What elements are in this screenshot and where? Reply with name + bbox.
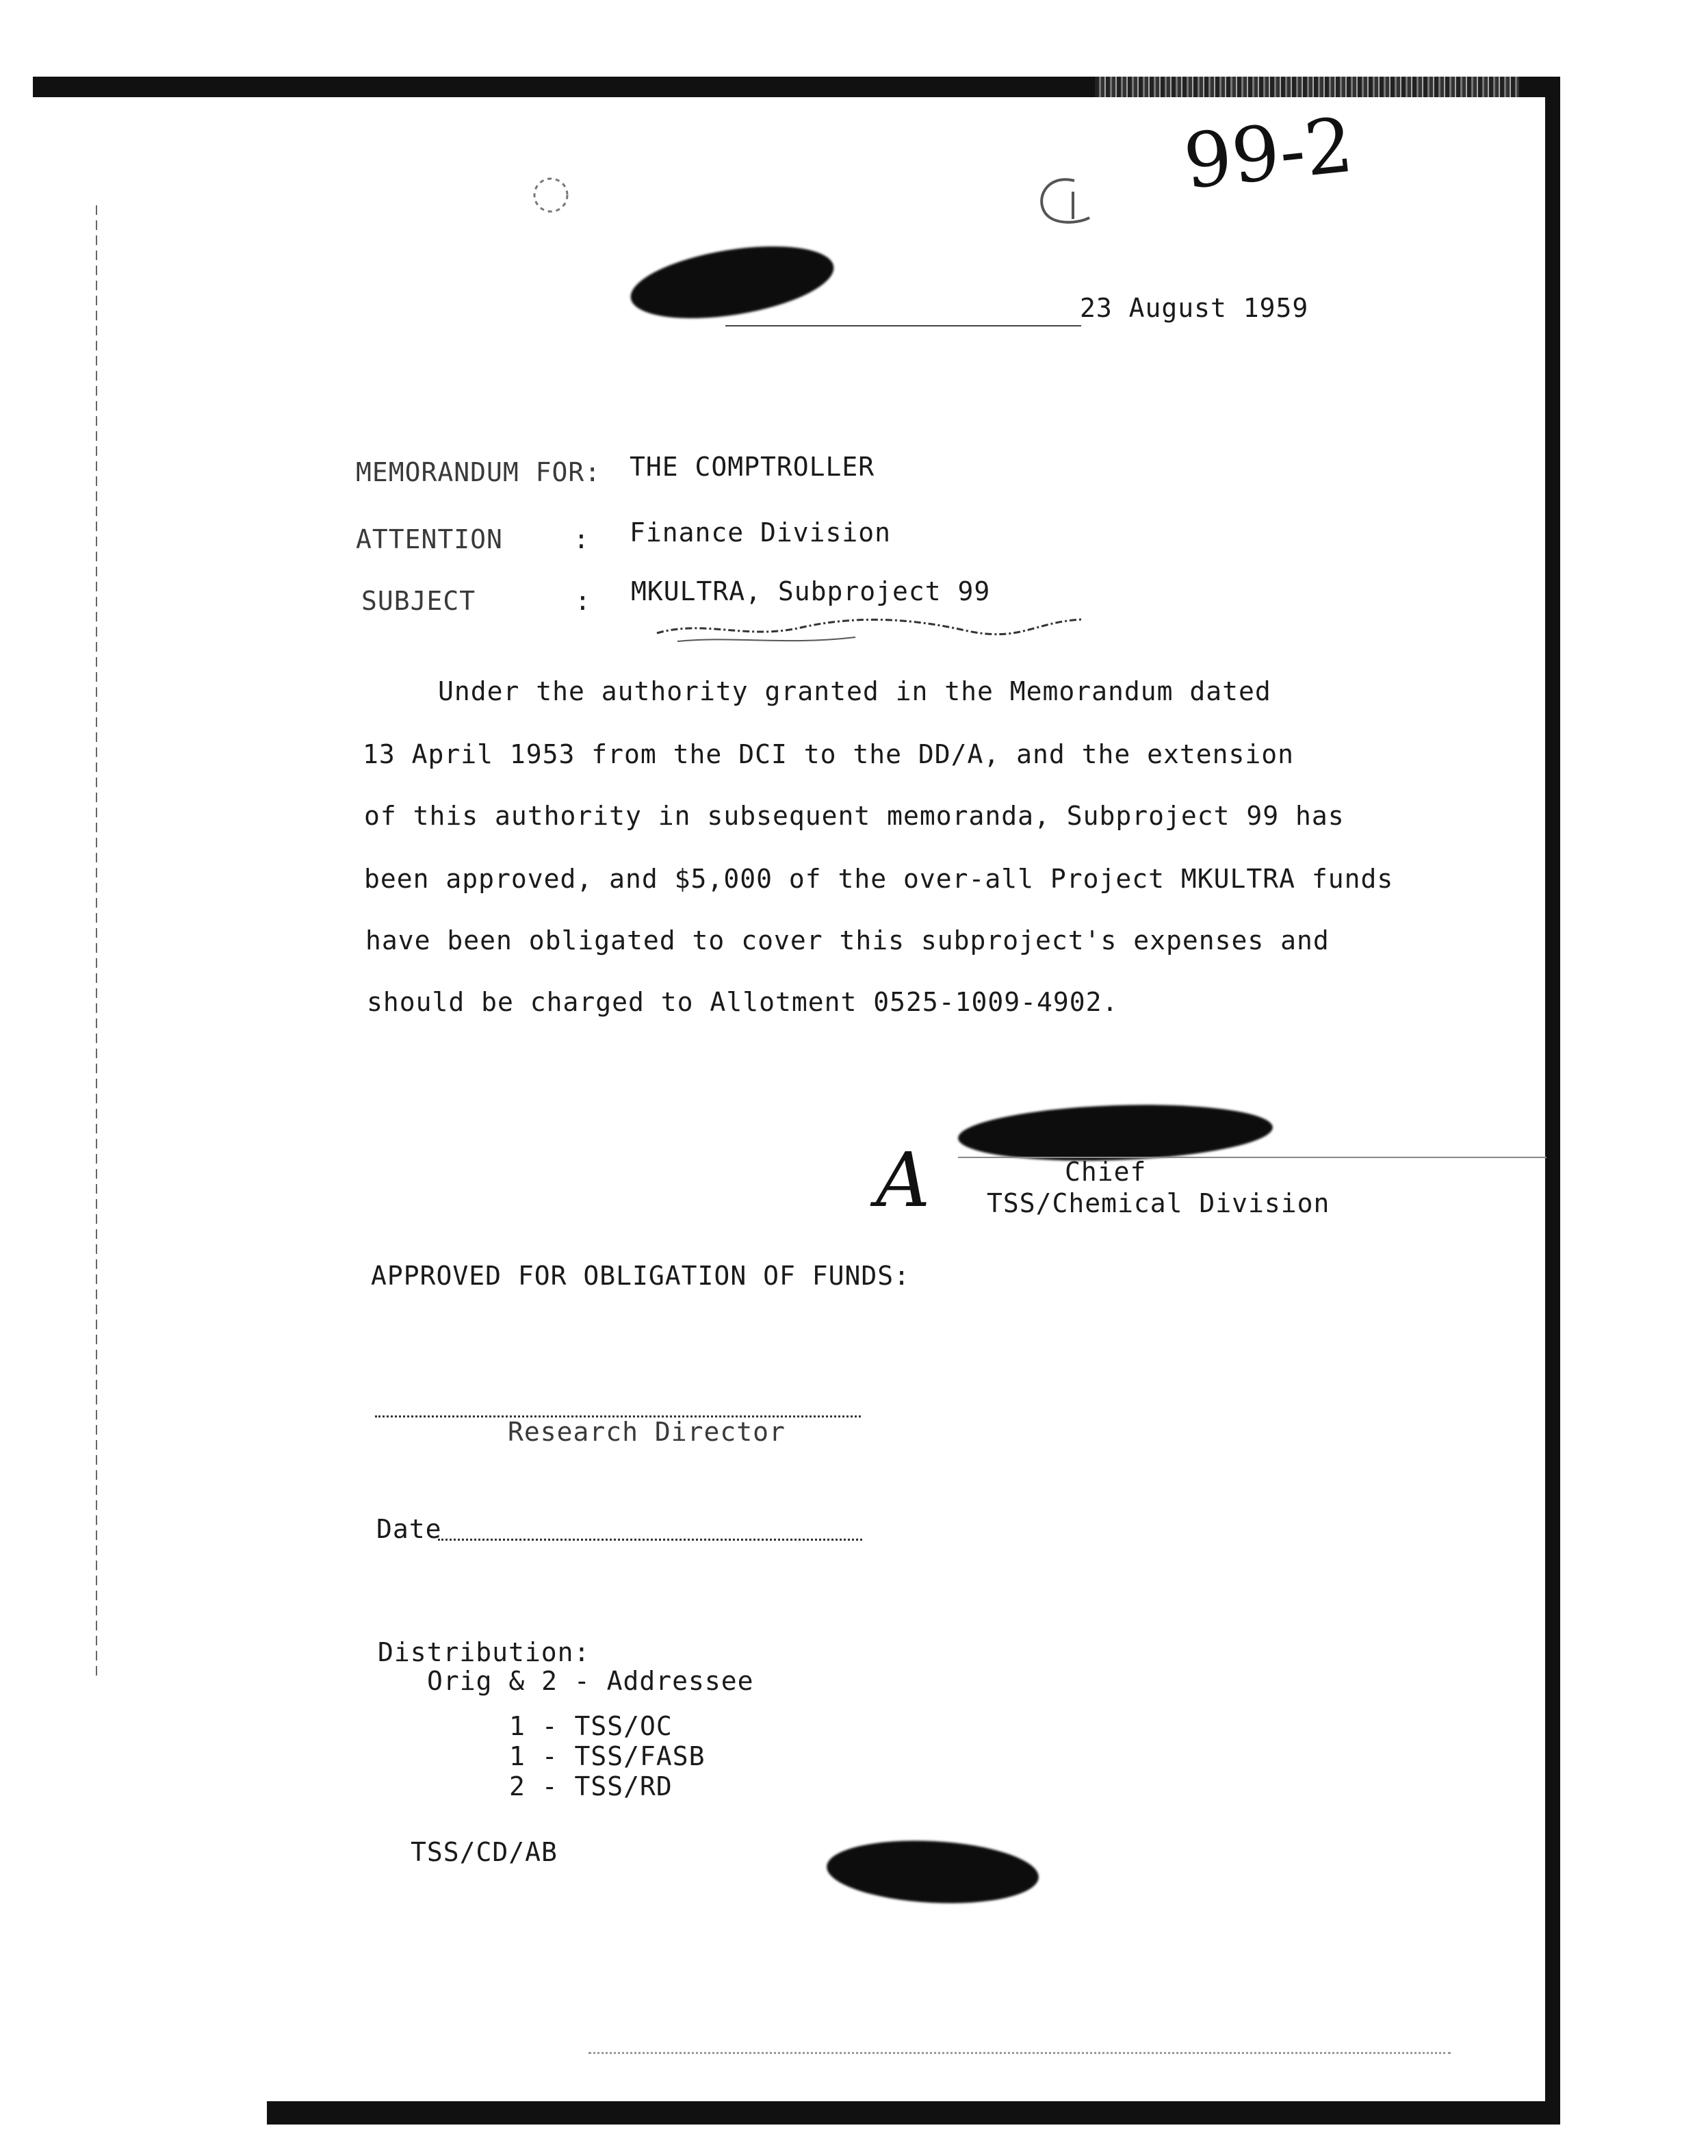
handwritten-page-number: 99-2 (1179, 101, 1358, 206)
scan-edge-left (96, 205, 97, 1677)
subject-colon: : (575, 586, 591, 616)
memo-date: 23 August 1959 (1080, 293, 1309, 323)
handwritten-initial: A (876, 1136, 931, 1224)
approval-signer-title: Research Director (508, 1417, 786, 1447)
signature-rule (958, 1157, 1547, 1158)
punch-mark-c (1026, 171, 1102, 233)
punch-mark (527, 168, 575, 222)
signature-redaction (957, 1100, 1274, 1166)
date-line (438, 1539, 862, 1541)
distribution-entry: 1 - TSS/FASB (509, 1741, 706, 1771)
struck-through-scribble (650, 606, 1088, 654)
body-line-4: been approved, and $5,000 of the over-all Project MKULTRA funds (364, 864, 1394, 894)
body-line-1: Under the authority granted in the Memorandum dated (438, 676, 1271, 706)
header-rule (725, 325, 1081, 326)
scan-border-grain (1095, 77, 1519, 97)
distribution-entry: 2 - TSS/RD (509, 1771, 673, 1801)
body-line-5: have been obligated to cover this subproject's expenses and (365, 925, 1330, 955)
originator-code: TSS/CD/AB (411, 1837, 558, 1867)
footer-redaction (825, 1836, 1040, 1908)
body-line-2: 13 April 1953 from the DCI to the DD/A, and the extension (363, 739, 1295, 769)
scan-border-bottom (267, 2101, 1560, 2125)
memo-for-value: THE COMPTROLLER (630, 452, 875, 482)
subject-value: MKULTRA, Subproject 99 (631, 576, 991, 606)
date-label: Date (376, 1514, 442, 1544)
signer-division: TSS/Chemical Division (987, 1188, 1330, 1218)
attention-label: ATTENTION (356, 524, 503, 554)
subject-label: SUBJECT (361, 586, 476, 616)
attention-colon: : (573, 524, 590, 554)
attention-value: Finance Division (630, 517, 892, 548)
scan-border-right (1545, 77, 1560, 2113)
distribution-heading: Distribution: (378, 1637, 591, 1667)
signer-title: Chief (1065, 1157, 1147, 1187)
redaction-mark (625, 234, 838, 331)
approval-heading: APPROVED FOR OBLIGATION OF FUNDS: (371, 1261, 910, 1291)
body-line-6: should be charged to Allotment 0525-1009-4902. (367, 987, 1119, 1017)
distribution-entry: 1 - TSS/OC (509, 1711, 673, 1741)
distribution-entry: Orig & 2 - Addressee (427, 1666, 754, 1696)
memo-for-label: MEMORANDUM FOR: (356, 457, 601, 487)
bottom-scan-noise (588, 2052, 1451, 2054)
body-line-3: of this authority in subsequent memoranda, Subproject 99 has (364, 801, 1345, 831)
